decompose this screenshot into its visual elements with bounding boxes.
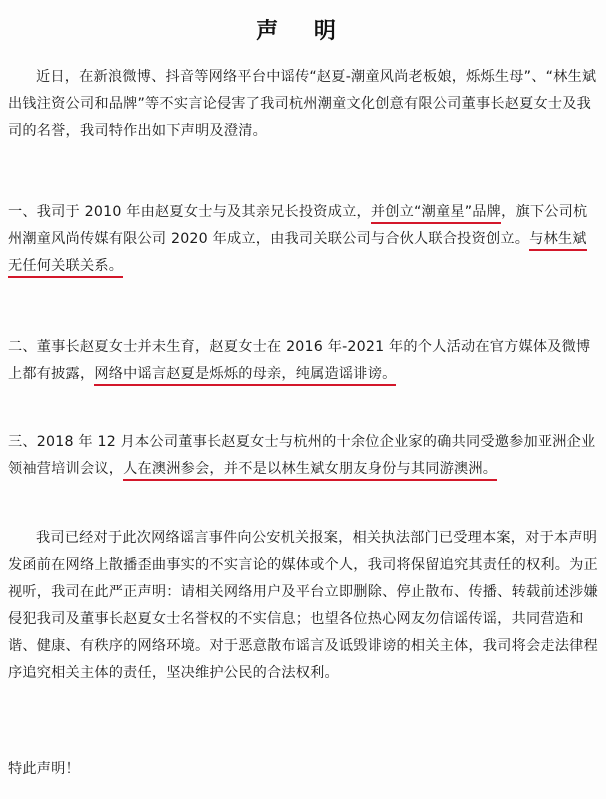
- intro-paragraph: 近日，在新浪微博、抖音等网络平台中谣传“赵夏-潮童风尚老板娘，烁烁生母”、“林生斌出钱注资公司和品牌”等不实言论侵害了我司杭州潮童文化创意有限公司董事长赵夏女士及我司的名誉，我司特作出如下声明及澄清。: [8, 69, 597, 139]
- ending-line: 特此声明！: [8, 761, 80, 777]
- document-title: 声 明: [256, 19, 350, 44]
- point-two-text-a: 二、董事长赵夏女士并未生育，赵夏女士在 2016 年-2021 年的个人活动在官方媒体及微博上都有披露，: [8, 339, 591, 382]
- point-three-paragraph: [8, 429, 600, 483]
- point-one-highlight-brand: 并创立“潮童星”品牌: [371, 204, 501, 224]
- point-two-paragraph: [8, 334, 600, 388]
- point-two-highlight-rumor: 网络中谣言赵夏是烁烁的母亲，纯属造谣诽谤。: [94, 366, 396, 386]
- point-one-highlight-no-relation: 与林生斌无任何关联关系。: [8, 231, 587, 278]
- point-one-paragraph: [8, 199, 600, 280]
- closing-paragraph: 我司已经对于此次网络谣言事件向公安机关报案，相关执法部门已受理本案，对于本声明发函前在网络上散播歪曲事实的不实言论的媒体或个人，我司将保留追究其责任的权利。为正视听，我司在此严正声明：请相关网络用户及平台立即删除、停止散布、传播、转载前述涉嫌侵犯我司及董事长赵夏女士名誉权的不实信息；也望各位热心网友勿信谣传谣，共同营造和谐、健康、有秩序的网络环境。对于恶意散布谣言及诋毁诽谤的相关主体，我司将会走法律程序追究相关主体的责任，坚决维护公民的合法权利。: [8, 530, 598, 681]
- point-three-text-a: 三、2018 年 12 月本公司董事长赵夏女士与杭州的十余位企业家的确共同受邀参加亚洲企业领袖营培训会议，: [8, 434, 596, 477]
- point-one-text-c: ，旗下公司杭州潮童风尚传媒有限公司 2020 年成立，由我司关联公司与合伙人联合投资创立。: [8, 204, 588, 247]
- point-three-highlight-australia: 人在澳洲参会，并不是以林生斌女朋友身份与其同游澳洲。: [123, 461, 497, 481]
- point-one-text-a: 一、我司于 2010 年由赵夏女士与及其亲兄长投资成立，: [8, 204, 371, 220]
